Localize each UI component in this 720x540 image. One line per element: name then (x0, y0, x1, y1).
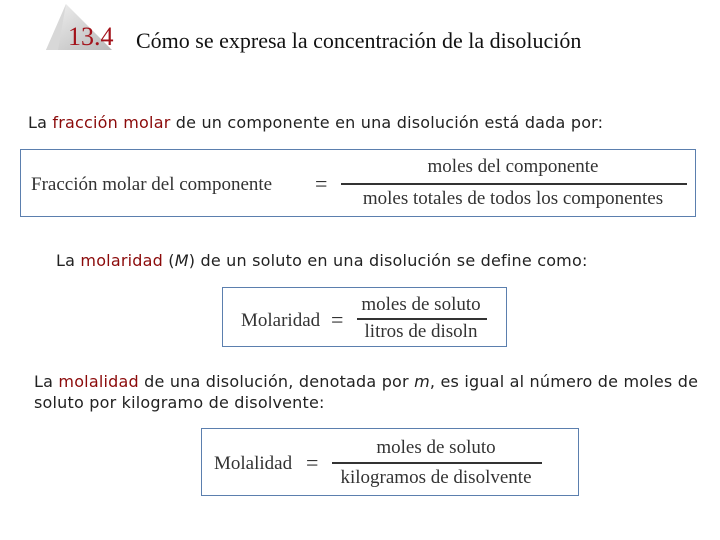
molarity-intro: La molaridad (M) de un soluto en una disolución se define como: (56, 251, 588, 270)
formula-denominator: litros de disoln (364, 321, 478, 342)
formula-lhs: Fracción molar del componente (31, 174, 273, 195)
mole-fraction-formula (20, 149, 696, 217)
molality-symbol: m (414, 372, 430, 391)
formula-numerator: moles del componente (427, 156, 599, 177)
formula-numerator: moles de soluto (361, 294, 481, 315)
formula-lhs: Molalidad (214, 453, 293, 474)
fraction-bar (357, 318, 487, 320)
formula-lhs: Molaridad (241, 310, 321, 331)
molarity-symbol: M (174, 251, 189, 270)
formula-numerator: moles de soluto (376, 437, 496, 458)
fraction-bar (332, 462, 542, 464)
term-molality: molalidad (58, 372, 139, 391)
term-mole-fraction: fracción molar (52, 113, 171, 132)
formula-denominator: kilogramos de disolvente (340, 467, 532, 488)
molarity-formula (222, 287, 507, 347)
equals-sign: = (331, 307, 344, 332)
molality-formula (201, 428, 579, 496)
section-header (0, 0, 720, 70)
molality-intro: La molalidad de una disolución, denotada por m, es igual al número de moles de soluto por kilogramo de disolvente: (34, 372, 699, 412)
mole-fraction-intro: La fracción molar de un componente en una disolución está dada por: (28, 113, 604, 132)
term-molarity: molaridad (80, 251, 163, 270)
fraction-bar (341, 183, 687, 185)
section-number: 13.4 (68, 22, 114, 51)
equals-sign: = (306, 450, 319, 475)
equals-sign: = (315, 171, 328, 196)
section-title: Cómo se expresa la concentración de la disolución (136, 28, 582, 53)
formula-denominator: moles totales de todos los componentes (362, 188, 664, 209)
